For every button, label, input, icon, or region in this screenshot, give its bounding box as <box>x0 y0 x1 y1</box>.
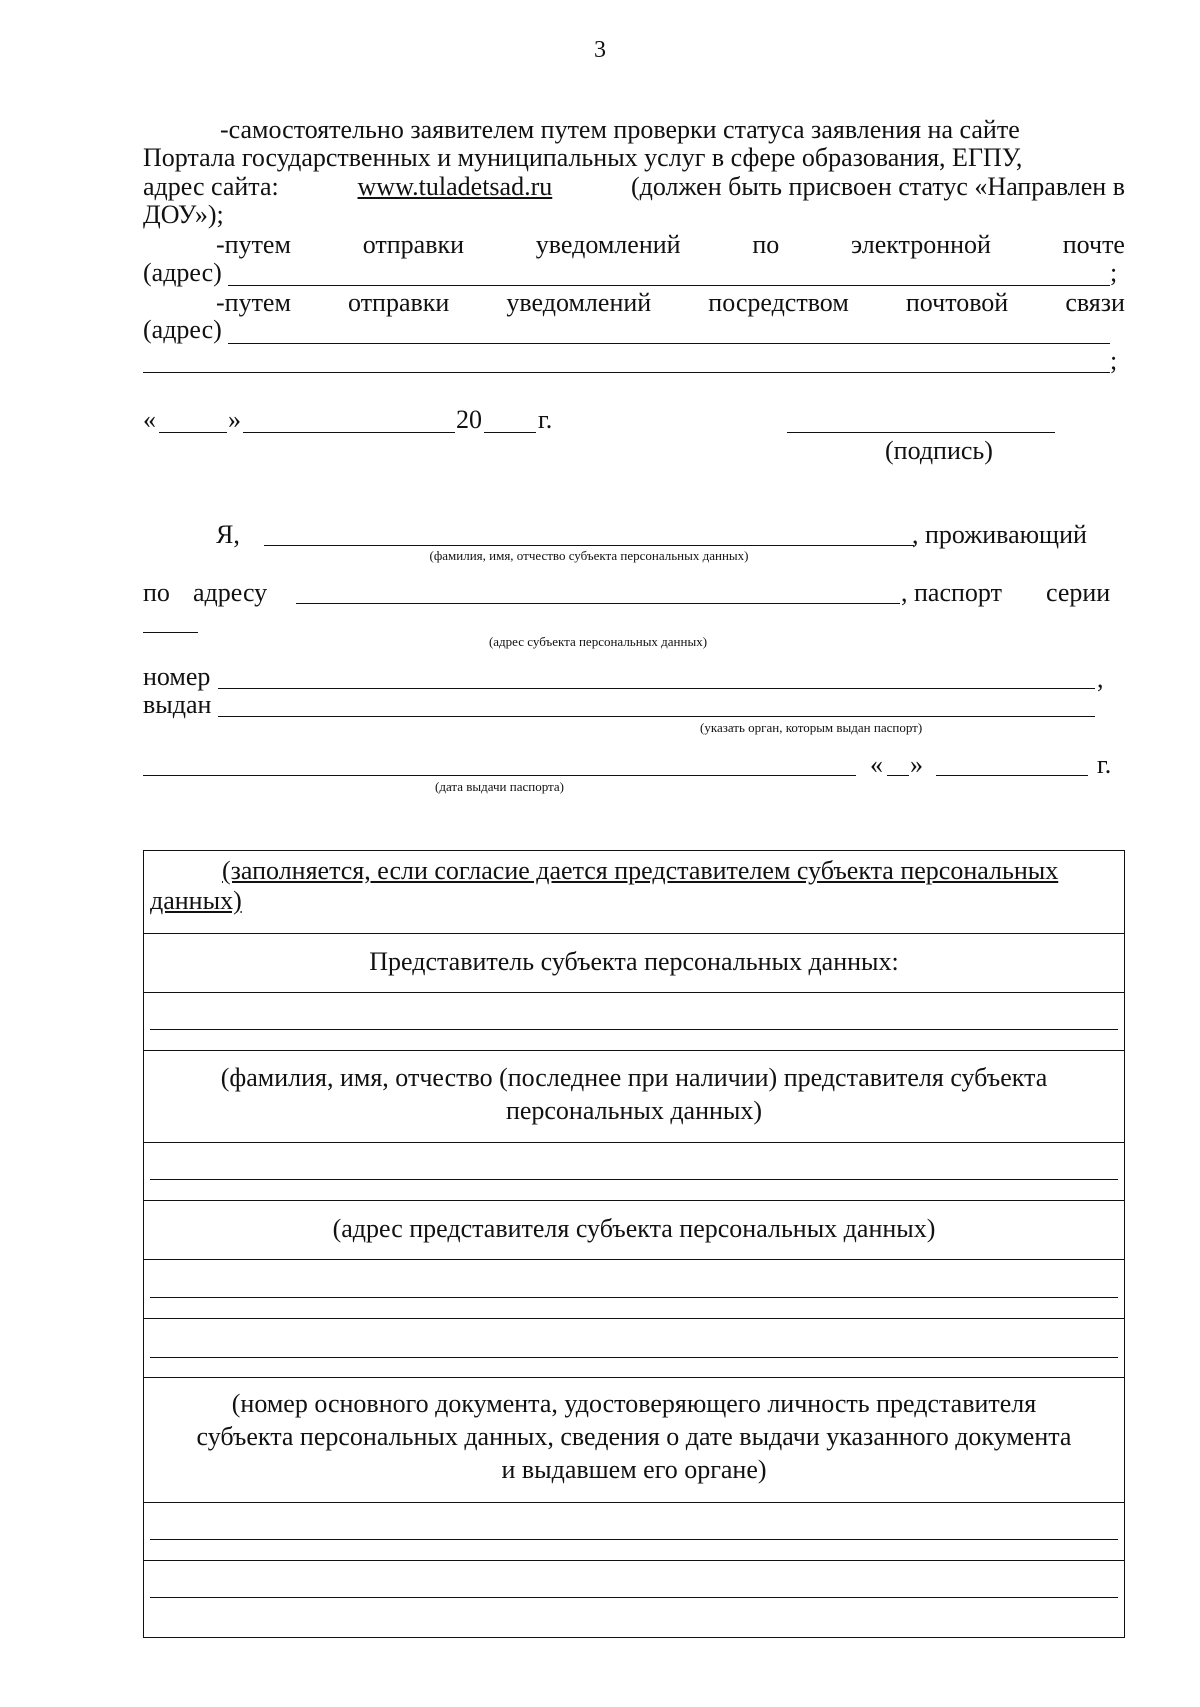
word: почте <box>1062 230 1125 259</box>
ya-label: Я, <box>216 520 240 549</box>
email-option-line <box>216 230 1125 260</box>
year-prefix: 20 <box>456 405 482 434</box>
signature-caption: (подпись) <box>885 436 993 465</box>
fio-caption-2: персональных данных) <box>505 1096 763 1125</box>
word: по <box>752 230 780 259</box>
representative-name-field[interactable] <box>150 1029 1118 1030</box>
post-address-field[interactable] <box>228 343 1110 344</box>
status-text: (должен быть присвоен статус «Направлен в <box>631 172 1125 201</box>
fio-caption: (фамилия, имя, отчество субъекта персональных данных) <box>429 548 749 563</box>
serii-label: серии <box>1046 578 1111 607</box>
passport-number-field[interactable] <box>218 688 1095 689</box>
doc-caption-1: (номер основного документа, удостоверяющего личность представителя <box>231 1389 1037 1418</box>
table-divider <box>143 1050 1125 1051</box>
nomer-label: номер <box>143 662 211 691</box>
email-address-field[interactable] <box>228 285 1110 286</box>
fio-caption-1: (фамилия, имя, отчество (последнее при наличии) представителя субъекта <box>220 1063 1048 1092</box>
month-field[interactable] <box>243 432 455 433</box>
doc-caption-2: субъекта персональных данных, сведения о дате выдачи указанного документа <box>196 1422 1072 1451</box>
word: электронной <box>851 230 991 259</box>
semicolon: ; <box>1110 346 1118 375</box>
issue-day-field[interactable] <box>887 775 909 776</box>
paragraph-line <box>143 172 1125 202</box>
adresu-label: адресу <box>193 578 268 607</box>
table-divider <box>143 933 1125 934</box>
page-number: 3 <box>594 37 606 63</box>
year-field[interactable] <box>484 432 536 433</box>
table-divider <box>143 1200 1125 1201</box>
doc-caption-3: и выдавшем его органе) <box>501 1455 767 1484</box>
issue-date-open: « <box>870 750 883 779</box>
representative-address-field[interactable] <box>150 1179 1118 1180</box>
post-address-field-2[interactable] <box>143 372 1110 373</box>
word: связи <box>1065 288 1125 317</box>
paragraph-line <box>143 115 1125 145</box>
table-header: Представитель субъекта персональных данных: <box>369 947 899 976</box>
representative-document-field-2[interactable] <box>150 1357 1118 1358</box>
vydan-label: выдан <box>143 690 212 719</box>
table-note: (заполняется, если согласие дается представителем субъекта персональных <box>222 856 1059 885</box>
word: уведомлений <box>506 288 652 317</box>
passport-label: , паспорт <box>901 578 1002 607</box>
address-label: адрес сайта: <box>143 172 279 201</box>
address-caption: (адрес субъекта персональных данных) <box>488 634 708 649</box>
paragraph-text: -самостоятельно заявителем путем проверки статуса заявления на сайте <box>220 115 1020 144</box>
issue-year-end: г. <box>1097 750 1112 779</box>
word: почтовой <box>905 288 1009 317</box>
representative-document-field[interactable] <box>150 1297 1118 1298</box>
semicolon: ; <box>1110 258 1118 287</box>
paragraph-line: ДОУ»); <box>143 200 224 229</box>
living-label: , проживающий <box>912 520 1087 549</box>
subject-name-field[interactable] <box>264 545 914 546</box>
word: отправки <box>348 288 450 317</box>
post-address-label: (адрес) <box>143 315 222 344</box>
issuer-caption: (указать орган, которым выдан паспорт) <box>700 720 923 735</box>
word: уведомлений <box>535 230 681 259</box>
po-label: по <box>143 578 170 607</box>
table-note-2: данных) <box>150 886 242 915</box>
paragraph-line: Портала государственных и муниципальных услуг в сфере образования, ЕГПУ, <box>143 143 1023 172</box>
table-divider <box>143 992 1125 993</box>
word: отправки <box>362 230 465 259</box>
representative-document-details-field[interactable] <box>150 1539 1118 1540</box>
issue-date-caption: (дата выдачи паспорта) <box>435 779 564 794</box>
table-divider <box>143 1142 1125 1143</box>
address-caption-cell: (адрес представителя субъекта персональных данных) <box>332 1214 936 1243</box>
signature-field[interactable] <box>787 432 1055 433</box>
post-option-line <box>216 288 1125 318</box>
comma: , <box>1097 664 1104 693</box>
table-divider <box>143 1560 1125 1561</box>
day-field[interactable] <box>159 432 227 433</box>
table-divider <box>143 1502 1125 1503</box>
issuer-field[interactable] <box>218 716 1095 717</box>
issue-month-field[interactable] <box>936 775 1088 776</box>
word: -путем <box>216 288 291 317</box>
issue-date-close: » <box>910 750 923 779</box>
table-divider <box>143 1318 1125 1319</box>
date-close-quote: » <box>228 405 241 434</box>
subject-address-field[interactable] <box>296 603 900 604</box>
website-link[interactable]: www.tuladetsad.ru <box>357 172 553 201</box>
passport-series-field[interactable] <box>143 632 198 633</box>
date-open-quote: « <box>143 405 156 434</box>
word: -путем <box>216 230 291 259</box>
email-address-label: (адрес) <box>143 258 222 287</box>
representative-document-details-field-2[interactable] <box>150 1597 1118 1598</box>
table-divider <box>143 1377 1125 1378</box>
word: посредством <box>708 288 849 317</box>
table-divider <box>143 1259 1125 1260</box>
issuer-field-2[interactable] <box>143 775 856 776</box>
year-suffix: г. <box>538 405 553 434</box>
